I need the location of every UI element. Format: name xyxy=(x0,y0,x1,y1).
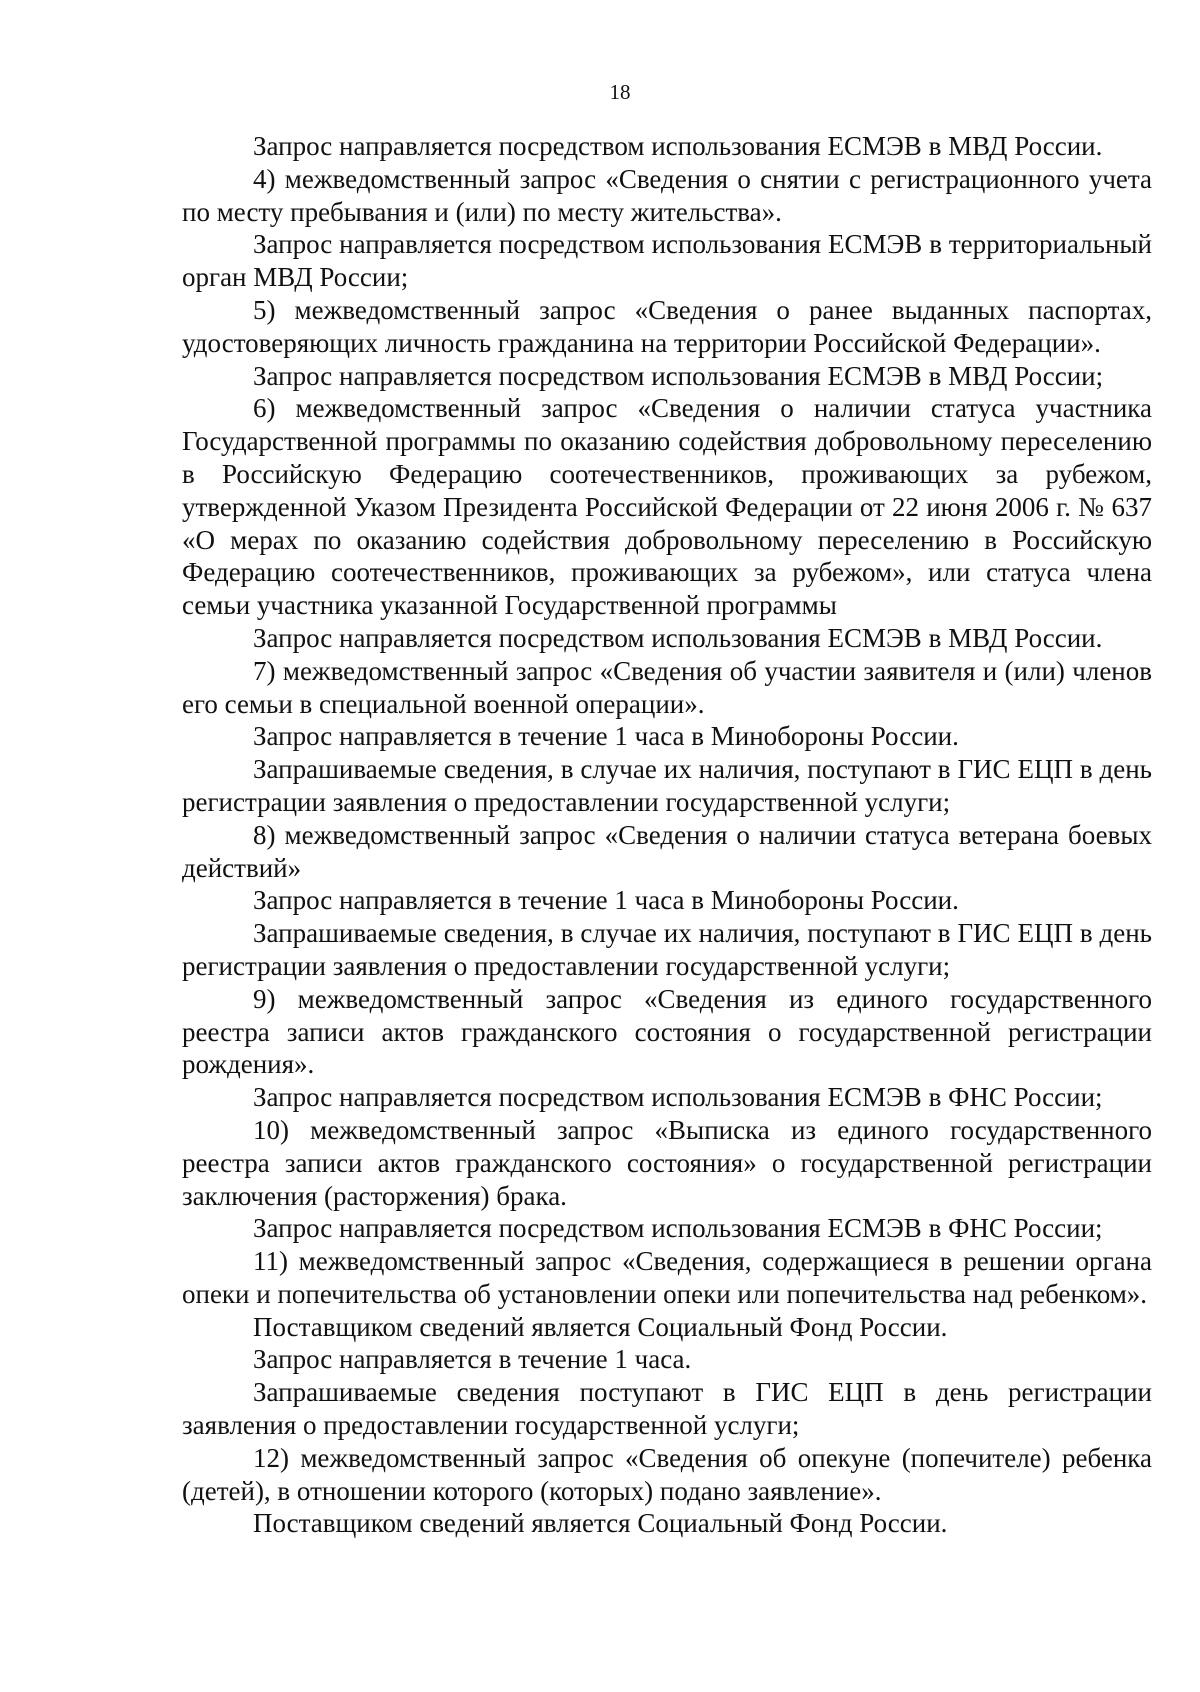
paragraph: Запрос направляется посредством использования ЕСМЭВ в ФНС России; xyxy=(253,1082,1103,1113)
paragraph: Запрос направляется в течение 1 часа в Минобороны России. xyxy=(253,885,959,916)
paragraph: Запрос направляется посредством использования ЕСМЭВ в МВД России. xyxy=(253,622,1103,653)
paragraph: Запрос направляется посредством использования ЕСМЭВ в ФНС России; xyxy=(253,1213,1103,1244)
paragraph: 12) межведомственный запрос «Сведения об опекуне (попечителе) ребенка (детей), в отношении которого (которых) подано заявление». xyxy=(182,1442,1152,1506)
paragraph: 9) межведомственный запрос «Сведения из единого государственного реестра записи актов гражданского состояния о государственной регистрации рождения». xyxy=(182,983,1152,1080)
page-number: 18 xyxy=(609,80,631,104)
paragraph: 4) межведомственный запрос «Сведения о снятии с регистрационного учета по месту пребывания и (или) по месту жительства». xyxy=(182,163,1152,227)
paragraph: Поставщиком сведений является Социальный Фонд России. xyxy=(253,1508,948,1539)
paragraph: Запрос направляется в течение 1 часа. xyxy=(253,1344,692,1375)
paragraph: Запрос направляется посредством использования ЕСМЭВ в МВД России; xyxy=(253,360,1104,391)
paragraph: 8) межведомственный запрос «Сведения о наличии статуса ветерана боевых действий» xyxy=(182,819,1152,883)
paragraph: Запрашиваемые сведения, в случае их наличия, поступают в ГИС ЕЦП в день регистрации заявления о предоставлении государственной услуги; xyxy=(182,754,1152,817)
document-body xyxy=(182,130,1152,1540)
paragraph: 5) межведомственный запрос «Сведения о ранее выданных паспортах, удостоверяющих личность гражданина на территории Российской Федерации». xyxy=(182,294,1152,358)
paragraph: 7) межведомственный запрос «Сведения об участии заявителя и (или) членов его семьи в специальной военной операции». xyxy=(182,655,1152,719)
paragraph: 6) межведомственный запрос «Сведения о наличии статуса участника Государственной программы по оказанию содействия добровольному переселению в Российскую Федерацию соотечественников, проживающих за рубежом, утвержденной Указом Президента Российской Федерации от 22 июня 2006 г. № 637 «О мерах по оказанию содействия добровольному переселению в Российскую Федерацию соотечественников, проживающих за рубежом», или статуса члена семьи участника указанной Государственной программы xyxy=(182,393,1152,621)
paragraph: Запрос направляется посредством использования ЕСМЭВ в МВД России. xyxy=(253,131,1103,161)
paragraph: 11) межведомственный запрос «Сведения, содержащиеся в решении органа опеки и попечительства об установлении опеки или попечительства над ребенком». xyxy=(182,1246,1152,1309)
paragraph: Запрос направляется посредством использования ЕСМЭВ в территориальный орган МВД России; xyxy=(182,229,1152,293)
paragraph: Запрашиваемые сведения, в случае их наличия, поступают в ГИС ЕЦП в день регистрации заявления о предоставлении государственной услуги; xyxy=(182,918,1152,981)
paragraph: Запрос направляется в течение 1 часа в Минобороны России. xyxy=(253,721,959,752)
paragraph: Поставщиком сведений является Социальный Фонд России. xyxy=(253,1311,948,1342)
paragraph: Запрашиваемые сведения поступают в ГИС ЕЦП в день регистрации заявления о предоставлении государственной услуги; xyxy=(182,1377,1152,1441)
paragraph: 10) межведомственный запрос «Выписка из единого государственного реестра записи актов гражданского состояния» о государственной регистрации заключения (расторжения) брака. xyxy=(182,1114,1152,1211)
